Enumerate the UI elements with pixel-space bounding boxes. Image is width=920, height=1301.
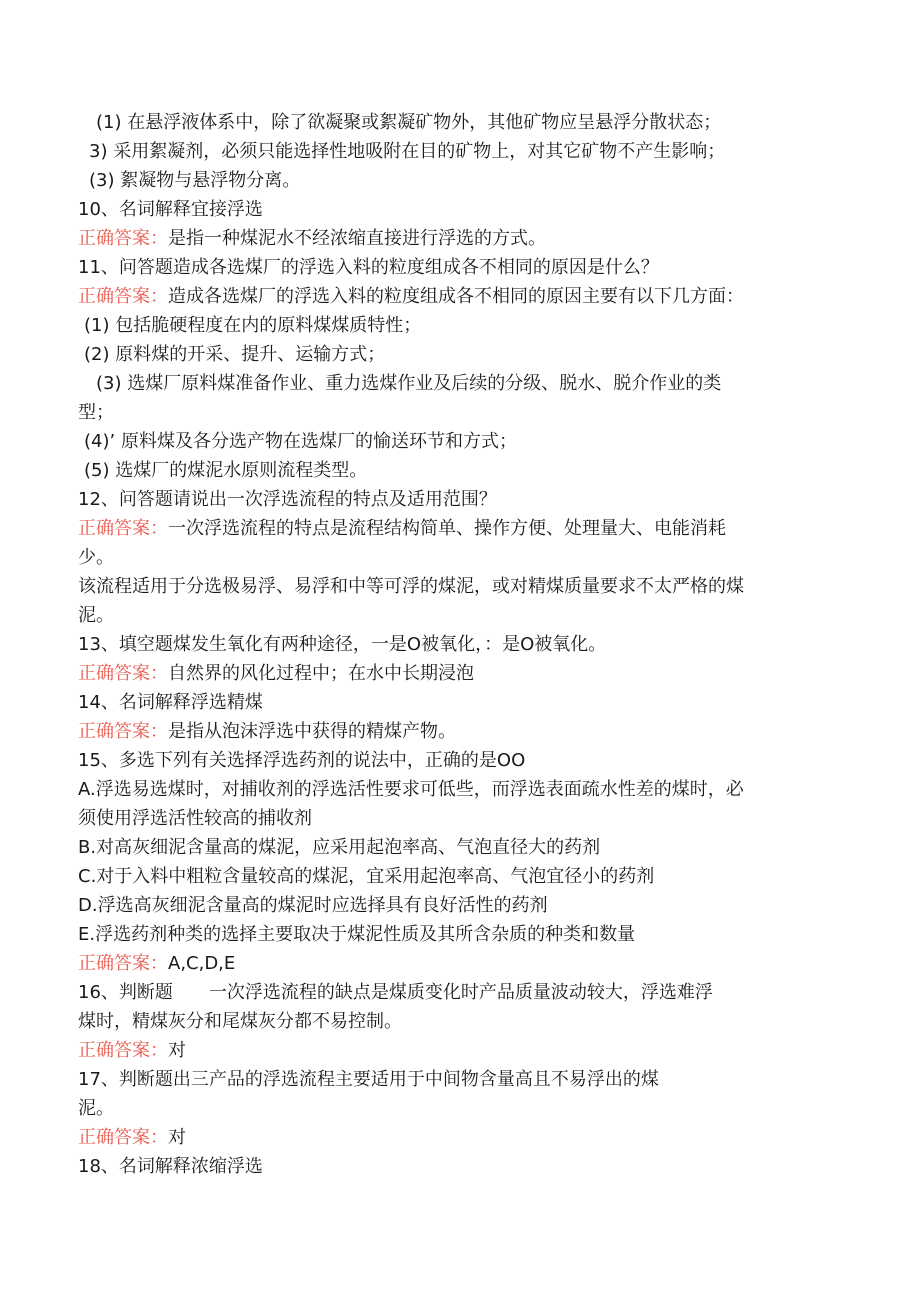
text-line: (4)’ 原料煤及各分选产物在选煤厂的愉送环节和方式；: [84, 431, 517, 452]
answer-label: 正确答案：: [78, 721, 168, 742]
text-line: 泥。: [78, 605, 114, 626]
text-line: 泥。: [78, 1098, 114, 1119]
answer-14: [78, 720, 456, 744]
option-a-cont: 须使用浮选活性较高的捕收剂: [78, 808, 312, 829]
text-line: (5) 选煤厂的煤泥水原则流程类型。: [84, 460, 368, 481]
answer-text: 造成各选煤厂的浮选入料的粒度组成各不相同的原因主要有以下几方面：: [168, 286, 744, 307]
text-line: (1) 在悬浮液体系中，除了欲凝聚或絮凝矿物外，其他矿物应呈悬浮分散状态；: [96, 112, 722, 133]
answer-12: [78, 517, 726, 541]
question-17: 17、判断题出三产品的浮选流程主要适用于中间物含量高且不易浮出的煤: [78, 1069, 659, 1090]
answer-label: 正确答案：: [78, 953, 168, 974]
answer-10: [78, 227, 546, 251]
option-d: D.浮选高灰细泥含量高的煤泥时应选择具有良好活性的药剂: [78, 895, 548, 916]
answer-label: 正确答案：: [78, 663, 168, 684]
text-line: 煤时，精煤灰分和尾煤灰分都不易控制。: [78, 1011, 402, 1032]
answer-text: 自然界的风化过程中；在水中长期浸泡: [168, 663, 474, 684]
question-11: 11、问答题造成各选煤厂的浮选入料的粒度组成各不相同的原因是什么？: [78, 257, 659, 278]
answer-13: [78, 662, 474, 686]
text-line: (3) 絮凝物与悬浮物分离。: [89, 170, 301, 191]
option-e: E.浮选药剂种类的选择主要取决于煤泥性质及其所含杂质的种类和数量: [78, 924, 636, 945]
answer-label: 正确答案：: [78, 1040, 168, 1061]
answer-text: 对: [168, 1040, 186, 1061]
text-line: (2) 原料煤的开采、提升、运输方式；: [84, 344, 386, 365]
text-line: 该流程适用于分选极易浮、易浮和中等可浮的煤泥，或对精煤质量要求不太严格的煤: [78, 576, 744, 597]
question-15: 15、多选下列有关选择浮选药剂的说法中，正确的是OO: [78, 750, 526, 771]
text-line: (1) 包括脆硬程度在内的原料煤煤质特性；: [84, 315, 422, 336]
answer-text: 对: [168, 1127, 186, 1148]
answer-15: [78, 952, 235, 976]
question-14: 14、名词解释浮选精煤: [78, 692, 263, 713]
answer-16: [78, 1039, 186, 1063]
option-c: C.对于入料中粗粒含量较高的煤泥，宜采用起泡率高、气泡宜径小的药剂: [78, 866, 655, 887]
answer-text: 一次浮选流程的特点是流程结构简单、操作方便、处理量大、电能消耗: [168, 518, 726, 539]
question-13: 13、填空题煤发生氧化有两种途径，一是O被氧化，：是O被氧化。: [78, 634, 607, 655]
text-line: 少。: [78, 547, 114, 568]
option-a: A.浮选易选煤时，对捕收剂的浮选活性要求可低些，而浮选表面疏水性差的煤时，必: [78, 779, 744, 800]
text-line: 型；: [78, 402, 114, 423]
answer-label: 正确答案：: [78, 1127, 168, 1148]
answer-11: [78, 285, 744, 309]
answer-text: 是指从泡沫浮选中获得的精煤产物。: [168, 721, 456, 742]
question-18: 18、名词解释浓缩浮选: [78, 1156, 263, 1177]
answer-text: 是指一种煤泥水不经浓缩直接进行浮选的方式。: [168, 228, 546, 249]
answer-label: 正确答案：: [78, 518, 168, 539]
answer-label: 正确答案：: [78, 286, 168, 307]
answer-17: [78, 1126, 186, 1150]
option-b: B.对高灰细泥含量高的煤泥，应采用起泡率高、气泡直径大的药剂: [78, 837, 601, 858]
answer-text: A,C,D,E: [168, 953, 236, 974]
answer-label: 正确答案：: [78, 228, 168, 249]
question-16: 16、判断题 一次浮选流程的缺点是煤质变化时产品质量波动较大，浮选难浮: [78, 982, 713, 1003]
text-line: 3) 采用絮凝剂，必须只能选择性地吸附在目的矿物上，对其它矿物不产生影响；: [89, 141, 726, 162]
question-12: 12、问答题请说出一次浮选流程的特点及适用范围？: [78, 489, 497, 510]
text-line: (3) 选煤厂原料煤准备作业、重力选煤作业及后续的分级、脱水、脱介作业的类: [96, 373, 722, 394]
question-10: 10、名词解释宜接浮选: [78, 199, 263, 220]
